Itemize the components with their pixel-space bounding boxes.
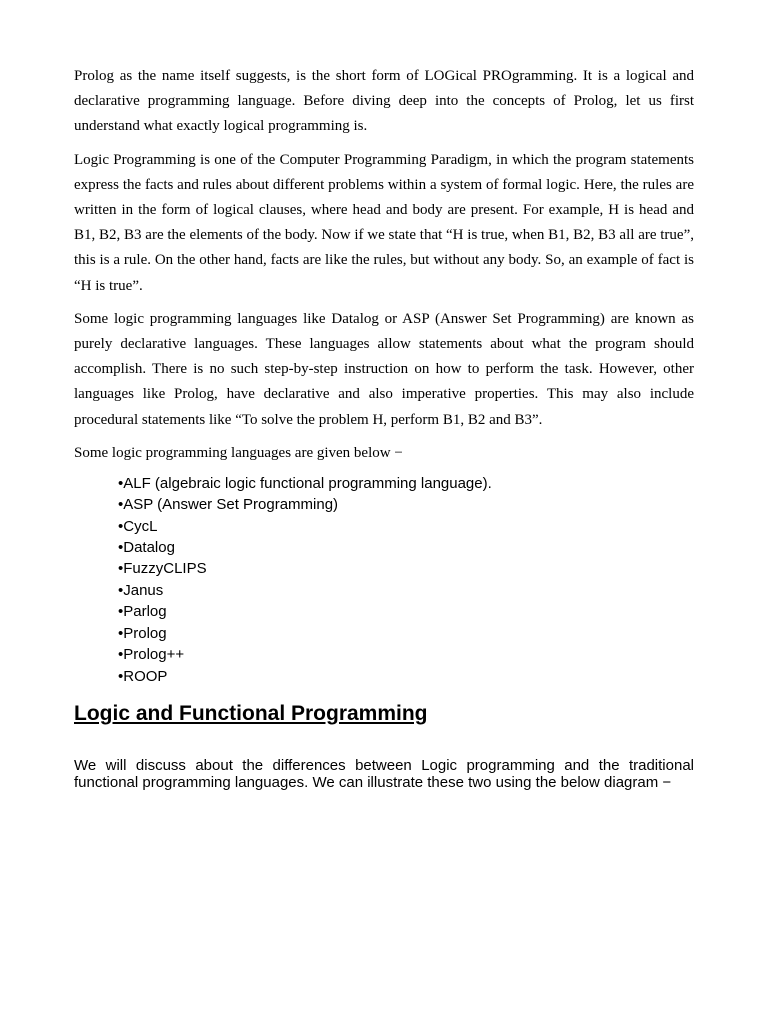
document-page (74, 64, 694, 792)
section-heading: Logic and Functional Programming (74, 701, 428, 725)
paragraph-logic-programming: Logic Programming is one of the Computer Programming Paradigm, in which the program statements express the facts and rules about different problems within a system of formal logic. Here, the rules are written in the form of logical clauses, where head and body are present. For example, H is head and B1, B2, B3 are the elements of the body. Now if we state that “H is true, when B1, B2, B3 all are true”, this is a rule. On the other hand, facts are like the rules, but without any body. So, an example of fact is “H is true”. (74, 151, 694, 294)
list-item: •Prolog++ (118, 646, 185, 664)
list-item: •Janus (118, 581, 164, 599)
list-item: •Datalog (118, 539, 175, 557)
paragraph-declarative-languages: Some logic programming languages like Datalog or ASP (Answer Set Programming) are known as purely declarative languages. These languages allow statements about what the program should accomplish. There is no such step-by-step instruction on how to perform the task. However, other languages like Prolog, have declarative and also imperative properties. This may also include procedural statements like “To solve the problem H, perform B1, B2 and B3”. (74, 310, 694, 428)
list-intro: Some logic programming languages are given below − (74, 444, 403, 461)
list-item: •ROOP (118, 667, 168, 685)
language-list (118, 473, 694, 687)
section-paragraph: We will discuss about the differences between Logic programming and the traditional functional programming languages. We can illustrate these two using the below diagram − (74, 756, 694, 792)
paragraph-prolog-intro: Prolog as the name itself suggests, is the short form of LOGical PROgramming. It is a logical and declarative programming language. Before diving deep into the concepts of Prolog, let us first understand what exactly logical programming is. (74, 68, 694, 135)
list-item: •Prolog (118, 624, 167, 642)
list-item: •Parlog (118, 603, 167, 621)
list-item: •FuzzyCLIPS (118, 560, 207, 578)
list-item: •ALF (algebraic logic functional programming language). (118, 474, 492, 492)
list-item: •CycL (118, 517, 158, 535)
list-item: •ASP (Answer Set Programming) (118, 496, 339, 514)
